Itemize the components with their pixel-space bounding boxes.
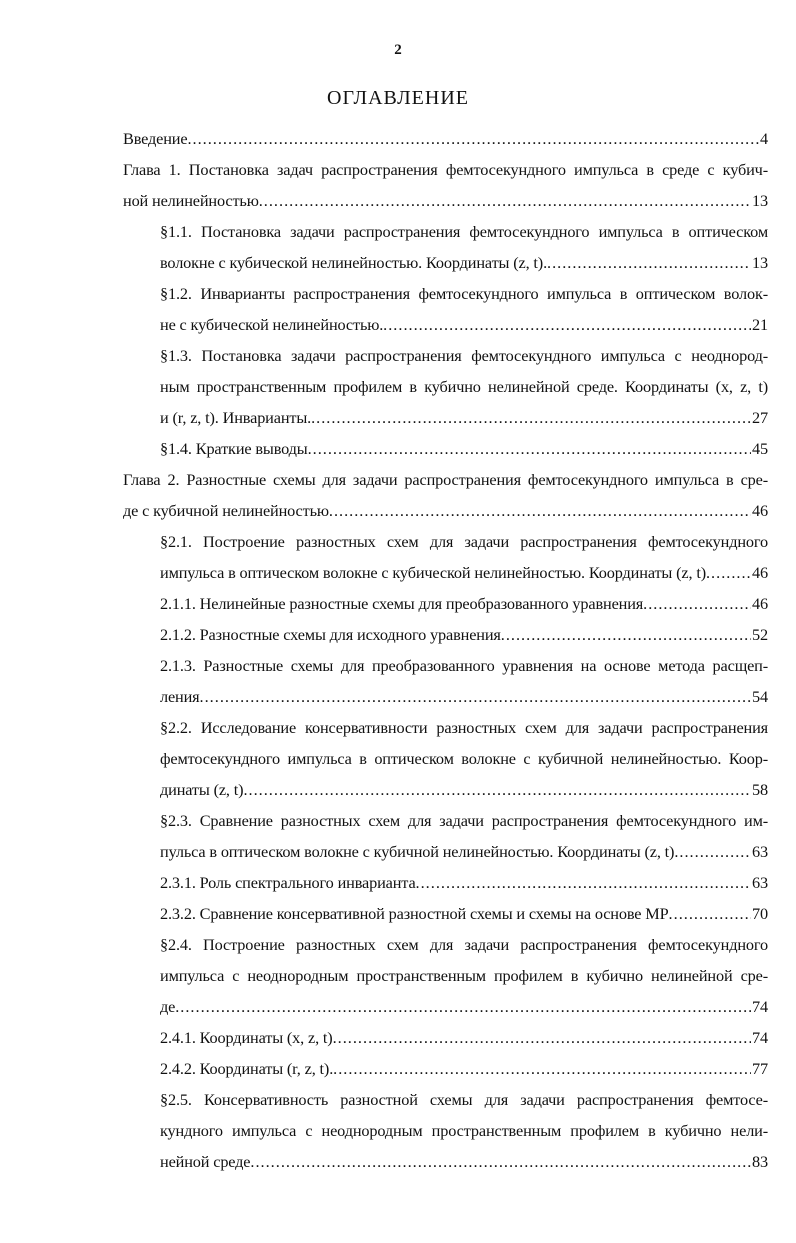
toc-entry xyxy=(0,464,796,526)
toc-entry xyxy=(0,650,796,712)
toc-entry xyxy=(0,1053,796,1084)
toc-entry xyxy=(0,712,796,805)
toc-entry xyxy=(0,216,796,278)
toc-page-number: 27 xyxy=(752,408,768,427)
toc-entry-last-line xyxy=(160,247,768,278)
dot-leader xyxy=(333,1053,751,1084)
toc-entry-title: де с кубичной нелинейностью xyxy=(123,501,329,520)
dot-leader xyxy=(501,619,751,650)
toc-entry-line: §1.1. Постановка задачи распространения фемтосекундного импульса в оптическом xyxy=(160,222,768,241)
toc-entry-title: 2.3.1. Роль спектрального инварианта xyxy=(160,873,416,892)
toc-entry-last-line xyxy=(160,991,768,1022)
dot-leader xyxy=(669,898,751,929)
toc-page-number: 13 xyxy=(752,191,768,210)
dot-leader xyxy=(547,247,751,278)
toc-entry xyxy=(0,526,796,588)
toc-entry xyxy=(0,588,796,619)
toc-page-number: 13 xyxy=(752,253,768,272)
toc-entry-last-line xyxy=(123,185,768,216)
toc-page-number: 54 xyxy=(752,687,768,706)
toc-entry-last-line xyxy=(160,867,768,898)
toc-entry xyxy=(0,898,796,929)
toc-entry-title: Введение xyxy=(123,129,188,148)
toc-entry-last-line xyxy=(160,836,768,867)
page-number: 2 xyxy=(394,42,402,58)
dot-leader xyxy=(333,1022,751,1053)
dot-leader xyxy=(243,774,751,805)
toc-entry xyxy=(0,805,796,867)
toc-entry xyxy=(0,929,796,1022)
toc-page-number: 45 xyxy=(752,439,768,458)
toc-page-number: 52 xyxy=(752,625,768,644)
toc-entry-title: де xyxy=(160,997,176,1016)
table-of-contents xyxy=(0,123,796,1177)
toc-entry-line: §1.2. Инварианты распространения фемтосекундного импульса в оптическом волок- xyxy=(160,284,768,303)
dot-leader xyxy=(329,495,751,526)
toc-entry-title: волокне с кубической нелинейностью. Координаты (z, t). xyxy=(160,253,547,272)
toc-entry xyxy=(0,1022,796,1053)
toc-page-number: 63 xyxy=(752,873,768,892)
dot-leader xyxy=(187,123,759,154)
dot-leader xyxy=(416,867,751,898)
toc-page-number: 4 xyxy=(760,129,768,148)
toc-page-number: 46 xyxy=(752,594,768,613)
toc-entry-last-line xyxy=(160,402,768,433)
toc-entry-title: 2.1.2. Разностные схемы для исходного уравнения xyxy=(160,625,501,644)
toc-page-number: 77 xyxy=(752,1059,768,1078)
toc-entry-last-line xyxy=(160,557,768,588)
toc-page-number: 58 xyxy=(752,780,768,799)
toc-entry-title: нейной среде xyxy=(160,1152,251,1171)
toc-entry-line: Глава 2. Разностные схемы для задачи распространения фемтосекундного импульса в сре- xyxy=(123,470,768,489)
toc-entry-title: ления xyxy=(160,687,200,706)
toc-entry-last-line xyxy=(160,1022,768,1053)
toc-entry-last-line xyxy=(160,433,768,464)
toc-entry-title: 2.1.1. Нелинейные разностные схемы для преобразованного уравнения xyxy=(160,594,644,613)
toc-entry-title: динаты (z, t) xyxy=(160,780,244,799)
toc-entry-line: §2.2. Исследование консервативности разностных схем для задачи распространения xyxy=(160,718,768,737)
toc-entry-line: 2.1.3. Разностные схемы для преобразованного уравнения на основе метода расщеп- xyxy=(160,656,768,675)
toc-entry xyxy=(0,867,796,898)
toc-entry-last-line xyxy=(160,619,768,650)
toc-entry-line: импульса с неоднородным пространственным профилем в кубично нелинейной сре- xyxy=(160,966,768,985)
toc-entry-line: §2.3. Сравнение разностных схем для задачи распространения фемтосекундного им- xyxy=(160,811,768,830)
toc-page-number: 74 xyxy=(752,997,768,1016)
dot-leader xyxy=(308,433,751,464)
toc-page-number: 74 xyxy=(752,1028,768,1047)
dot-leader xyxy=(311,402,751,433)
dot-leader xyxy=(250,1146,751,1177)
dot-leader xyxy=(175,991,751,1022)
toc-entry-last-line xyxy=(160,774,768,805)
toc-entry-line: §2.5. Консервативность разностной схемы для задачи распространения фемтосе- xyxy=(160,1090,768,1109)
toc-entry-line: §2.4. Построение разностных схем для задачи распространения фемтосекундного xyxy=(160,935,768,954)
toc-entry xyxy=(0,433,796,464)
dot-leader xyxy=(674,836,751,867)
dot-leader xyxy=(643,588,751,619)
toc-entry xyxy=(0,340,796,433)
toc-entry-title: ной нелинейностью xyxy=(123,191,259,210)
toc-entry-last-line xyxy=(123,495,768,526)
toc-entry-last-line xyxy=(123,123,768,154)
dot-leader xyxy=(706,557,751,588)
toc-entry-last-line xyxy=(160,1146,768,1177)
toc-entry xyxy=(0,123,796,154)
toc-entry xyxy=(0,619,796,650)
toc-entry-line: фемтосекундного импульса в оптическом волокне с кубичной нелинейностью. Коор- xyxy=(160,749,768,768)
toc-entry-title: не с кубической нелинейностью. xyxy=(160,315,384,334)
toc-entry xyxy=(0,278,796,340)
toc-entry xyxy=(0,154,796,216)
toc-page-number: 70 xyxy=(752,904,768,923)
toc-entry-last-line xyxy=(160,588,768,619)
toc-page-number: 63 xyxy=(752,842,768,861)
toc-entry xyxy=(0,1084,796,1177)
toc-entry-title: 2.3.2. Сравнение консервативной разностной схемы и схемы на основе МР xyxy=(160,904,669,923)
page-title: ОГЛАВЛЕНИЕ xyxy=(327,87,469,109)
dot-leader xyxy=(383,309,751,340)
toc-entry-title: пульса в оптическом волокне с кубичной нелинейностью. Координаты (z, t) xyxy=(160,842,675,861)
toc-page-number: 46 xyxy=(752,501,768,520)
toc-page-number: 21 xyxy=(752,315,768,334)
toc-entry-title: 2.4.1. Координаты (x, z, t) xyxy=(160,1028,333,1047)
toc-entry-line: кундного импульса с неоднородным пространственным профилем в кубично нели- xyxy=(160,1121,768,1140)
toc-entry-title: импульса в оптическом волокне с кубической нелинейностью. Координаты (z, t) xyxy=(160,563,706,582)
toc-page-number: 83 xyxy=(752,1152,768,1171)
toc-entry-line: ным пространственным профилем в кубично нелинейной среде. Координаты (x, z, t) xyxy=(160,377,768,396)
toc-entry-last-line xyxy=(160,681,768,712)
toc-entry-line: Глава 1. Постановка задач распространения фемтосекундного импульса в среде с кубич- xyxy=(123,160,768,179)
toc-entry-title: 2.4.2. Координаты (r, z, t). xyxy=(160,1059,334,1078)
toc-entry-last-line xyxy=(160,309,768,340)
toc-entry-line: §2.1. Построение разностных схем для задачи распространения фемтосекундного xyxy=(160,532,768,551)
toc-page-number: 46 xyxy=(752,563,768,582)
dot-leader xyxy=(200,681,751,712)
dot-leader xyxy=(259,185,751,216)
toc-entry-title: и (r, z, t). Инварианты. xyxy=(160,408,312,427)
toc-entry-title: §1.4. Краткие выводы xyxy=(160,439,308,458)
toc-entry-line: §1.3. Постановка задачи распространения фемтосекундного импульса с неоднород- xyxy=(160,346,768,365)
toc-entry-last-line xyxy=(160,898,768,929)
toc-entry-last-line xyxy=(160,1053,768,1084)
